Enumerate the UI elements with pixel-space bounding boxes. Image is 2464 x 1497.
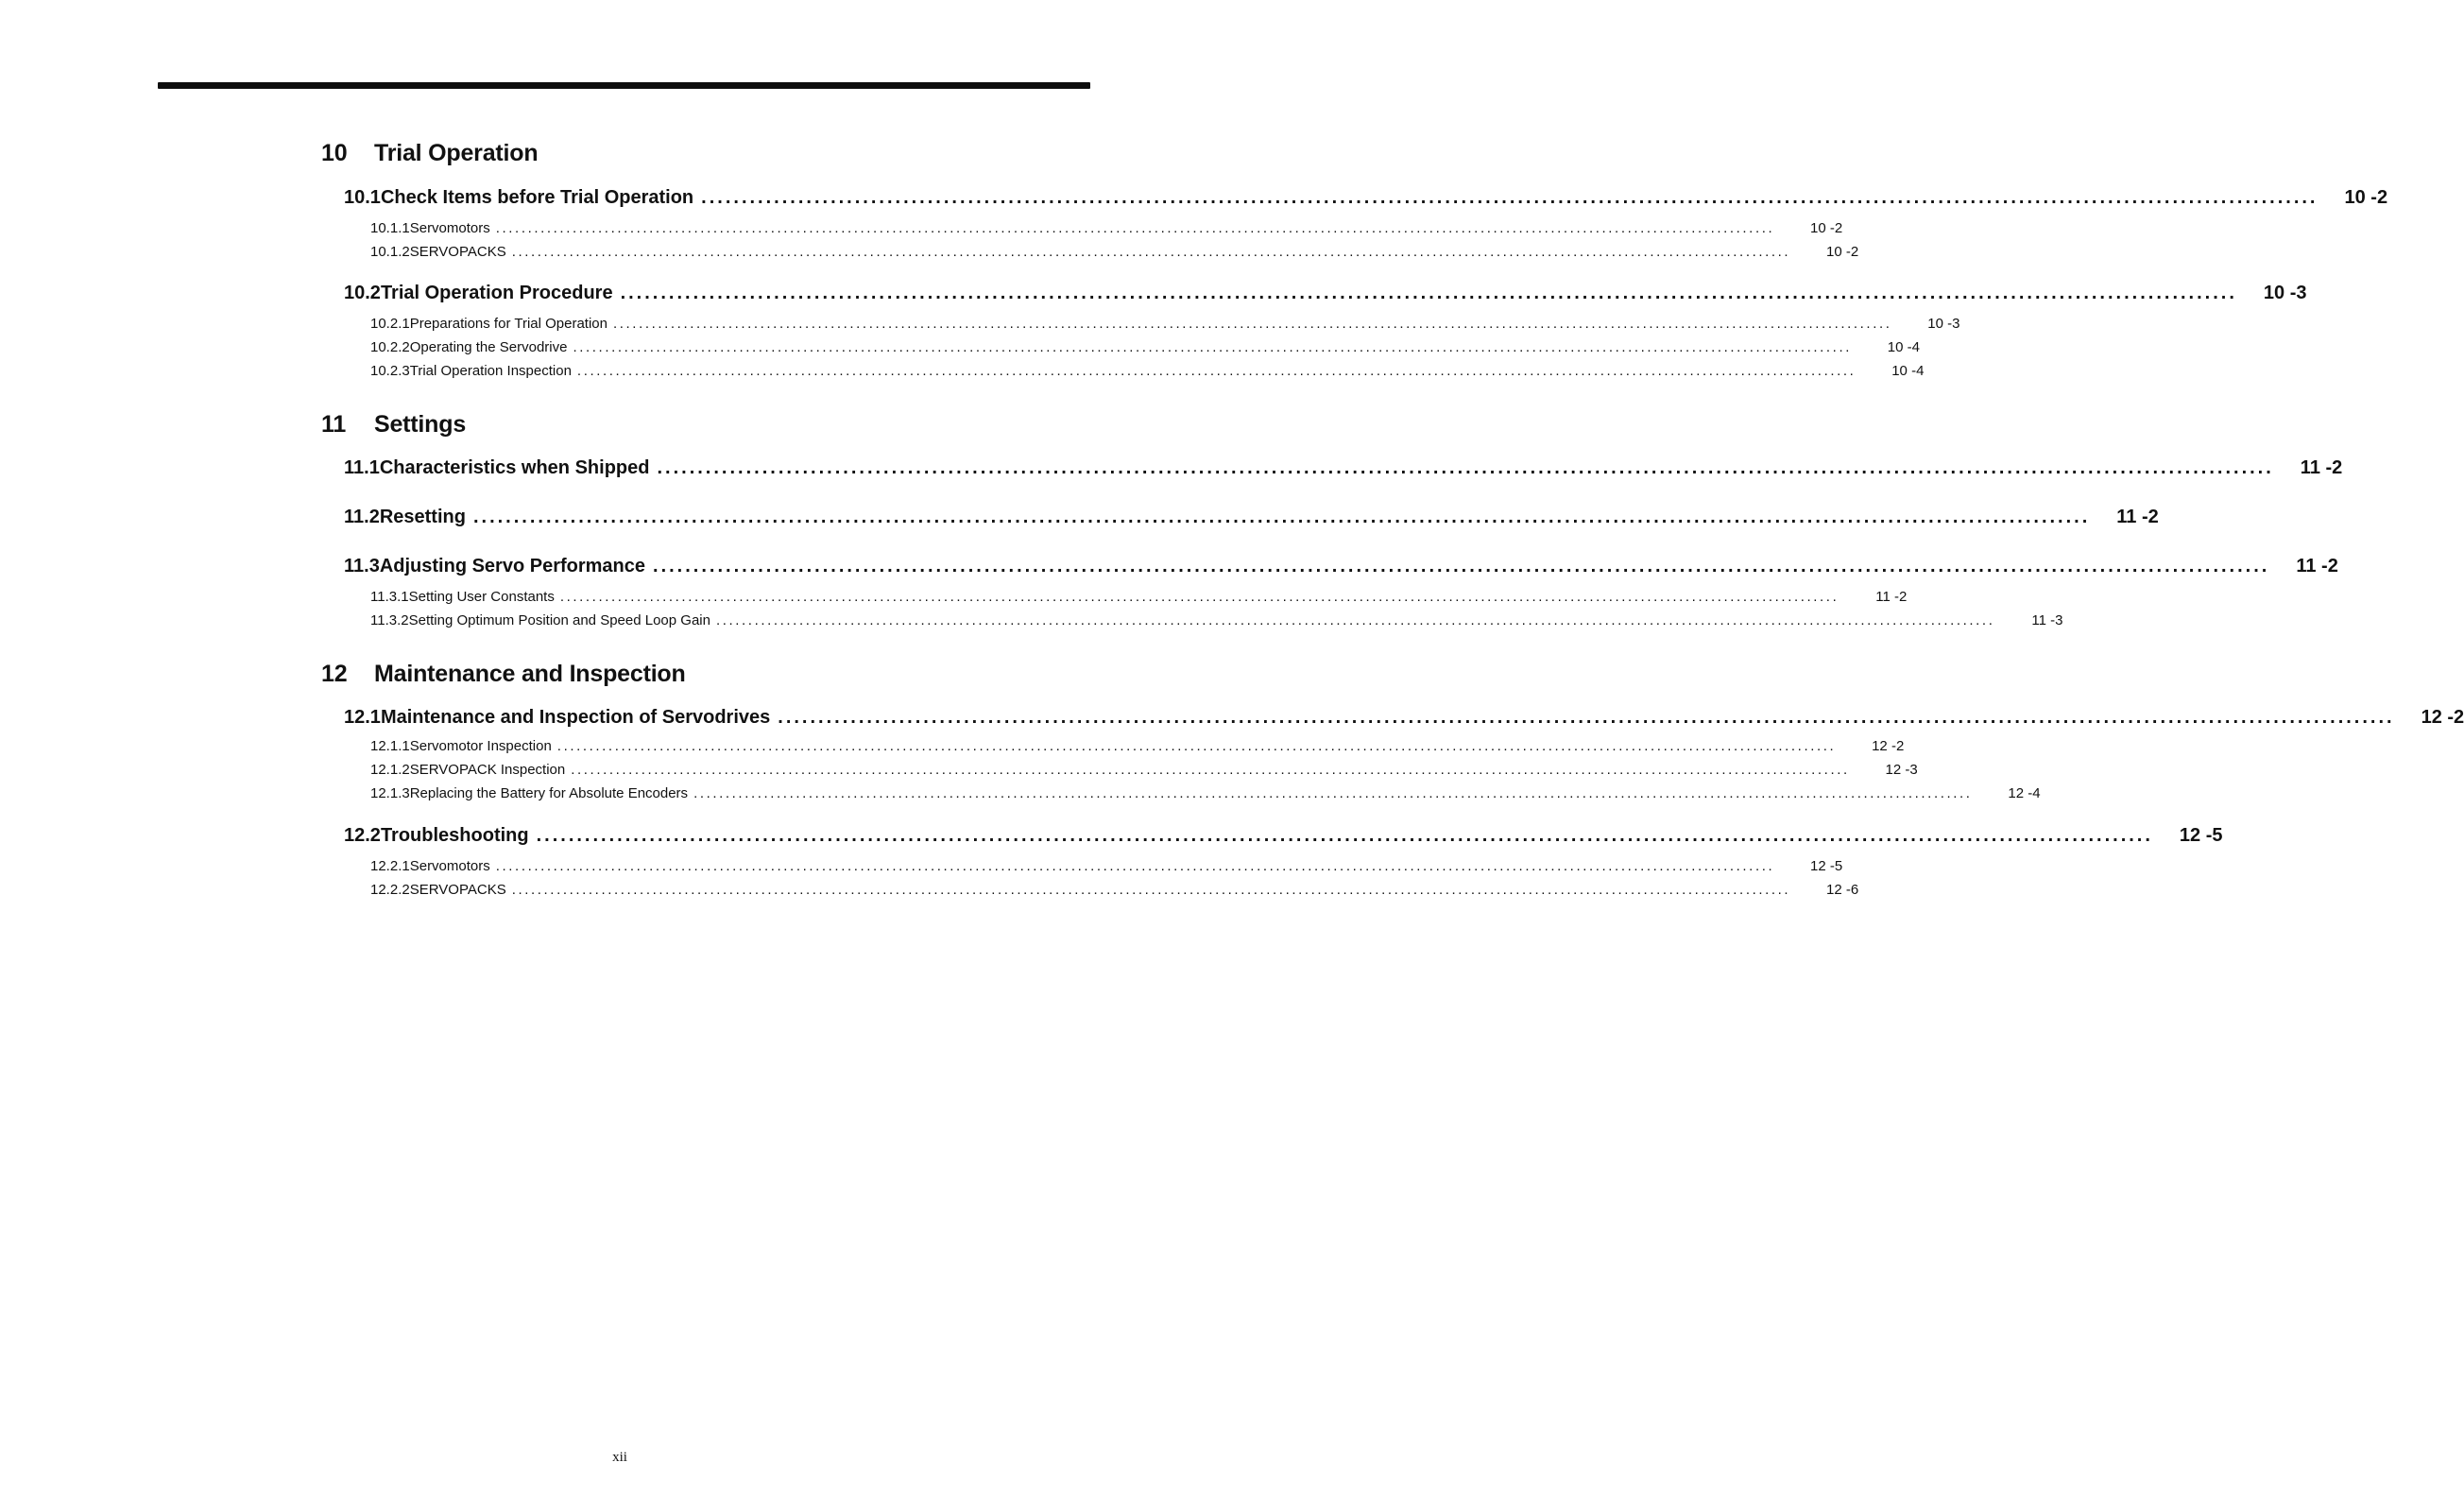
page-number: 10 -2 — [2344, 187, 2388, 208]
subsection-title: Trial Operation Inspection — [409, 363, 572, 379]
section-number: 11.1 — [344, 457, 380, 478]
page-number: 10 -4 — [1887, 339, 1920, 355]
section-number: 12.1 — [344, 707, 381, 728]
section-title: Troubleshooting — [380, 825, 529, 846]
page-number: 10 -2 — [1810, 220, 1843, 236]
toc-subsection-entry[interactable] — [370, 220, 1843, 239]
page-number: 11 -2 — [1875, 589, 1908, 605]
subsection-title: SERVOPACKS — [409, 244, 506, 260]
dot-leader: ........................................................................................................................................................................................................ — [613, 316, 1892, 332]
page-number: 12 -3 — [1885, 762, 1918, 778]
subsection-title: Setting User Constants — [408, 589, 555, 605]
dot-leader: ........................................................................................................................................................................................................ — [511, 882, 1791, 898]
toc-section-entry[interactable] — [344, 187, 2388, 212]
top-rule — [158, 82, 1090, 89]
toc-subsection-entry[interactable] — [370, 858, 1843, 877]
subsection-number: 12.1.1 — [370, 738, 410, 754]
toc-subsection-entry[interactable] — [370, 589, 1908, 608]
subsection-title: SERVOPACK Inspection — [409, 762, 566, 778]
page-number: 10 -2 — [1826, 244, 1859, 260]
section-title: Check Items before Trial Operation — [380, 187, 694, 208]
toc-subsection-entry[interactable] — [370, 339, 1920, 358]
toc-subsection-entry[interactable] — [370, 244, 1859, 263]
page-number: 12 -6 — [1826, 882, 1859, 898]
chapter-title: Settings — [374, 410, 467, 438]
dot-leader: ........................................................................................................................................................................................................ — [701, 187, 2319, 208]
dot-leader: ........................................................................................................................................................................................................ — [657, 457, 2274, 478]
page-number: 12 -5 — [2179, 825, 2223, 846]
section-number: 10.2 — [344, 283, 381, 303]
section-number: 11.3 — [344, 556, 380, 576]
subsection-title: Replacing the Battery for Absolute Encoders — [409, 785, 689, 801]
toc-subsection-entry[interactable] — [370, 882, 1859, 901]
page-number: 12 -2 — [1872, 738, 1905, 754]
subsection-title: Operating the Servodrive — [409, 339, 568, 355]
section-title: Resetting — [379, 507, 466, 527]
toc-subsection-entry[interactable] — [370, 738, 1905, 757]
subsection-number: 12.1.2 — [370, 762, 410, 778]
dot-leader: ........................................................................................................................................................................................................ — [715, 612, 1995, 628]
toc-subsection-entry[interactable] — [370, 762, 1918, 781]
toc-section-entry[interactable] — [344, 283, 2307, 307]
dot-leader: ........................................................................................................................................................................................................ — [495, 858, 1775, 874]
dot-leader: ........................................................................................................................................................................................................ — [653, 556, 2270, 576]
section-title: Adjusting Servo Performance — [379, 556, 646, 576]
page-number: 10 -3 — [2263, 283, 2307, 303]
subsection-number: 10.2.3 — [370, 363, 410, 379]
page-number: 10 -4 — [1891, 363, 1925, 379]
section-number: 12.2 — [344, 825, 381, 846]
page-number: 12 -5 — [1810, 858, 1843, 874]
page-number: 11 -2 — [2296, 556, 2338, 576]
subsection-number: 10.1.1 — [370, 220, 410, 236]
section-number: 10.1 — [344, 187, 381, 208]
dot-leader: ........................................................................................................................................................................................................ — [495, 220, 1775, 236]
chapter-title: Trial Operation — [374, 139, 539, 166]
page-number: 11 -2 — [2300, 457, 2343, 478]
dot-leader: ........................................................................................................................................................................................................ — [693, 785, 1973, 801]
chapter-title: Maintenance and Inspection — [374, 660, 686, 687]
toc-section-entry[interactable] — [344, 825, 2223, 850]
chapter-number: 10 — [321, 139, 348, 166]
dot-leader: ........................................................................................................................................................................................................ — [778, 707, 2395, 728]
dot-leader: ........................................................................................................................................................................................................ — [511, 244, 1791, 260]
subsection-number: 11.3.1 — [370, 589, 409, 605]
dot-leader: ........................................................................................................................................................................................................ — [620, 283, 2237, 303]
toc-section-entry[interactable] — [344, 707, 2464, 731]
page-number: 12 -2 — [2421, 707, 2464, 728]
section-title: Characteristics when Shipped — [379, 457, 650, 478]
chapter-heading — [321, 138, 1068, 168]
toc-subsection-entry[interactable] — [370, 316, 1960, 335]
dot-leader: ........................................................................................................................................................................................................ — [576, 363, 1857, 379]
section-title: Trial Operation Procedure — [380, 283, 613, 303]
subsection-number: 12.2.1 — [370, 858, 410, 874]
dot-leader: ........................................................................................................................................................................................................ — [536, 825, 2153, 846]
toc-section-entry[interactable] — [344, 457, 2343, 482]
dot-leader: ........................................................................................................................................................................................................ — [556, 738, 1837, 754]
subsection-title: Preparations for Trial Operation — [409, 316, 607, 332]
dot-leader: ........................................................................................................................................................................................................ — [472, 507, 2091, 527]
toc-subsection-entry[interactable] — [370, 612, 2063, 631]
subsection-number: 12.2.2 — [370, 882, 410, 898]
subsection-number: 10.1.2 — [370, 244, 410, 260]
subsection-number: 10.2.1 — [370, 316, 410, 332]
subsection-number: 10.2.2 — [370, 339, 410, 355]
dot-leader: ........................................................................................................................................................................................................ — [573, 339, 1852, 355]
page-folio: xii — [612, 1450, 627, 1465]
subsection-title: Servomotors — [409, 858, 490, 874]
page-number: 11 -3 — [2031, 612, 2063, 628]
section-title: Maintenance and Inspection of Servodrives — [380, 707, 771, 728]
page-number: 12 -4 — [2008, 785, 2041, 801]
subsection-title: Setting Optimum Position and Speed Loop Gain — [408, 612, 710, 628]
subsection-number: 11.3.2 — [370, 612, 409, 628]
chapter-heading — [321, 409, 1068, 439]
chapter-number: 12 — [321, 660, 348, 687]
dot-leader: ........................................................................................................................................................................................................ — [571, 762, 1850, 778]
toc-section-entry[interactable] — [344, 507, 2159, 531]
subsection-title: Servomotors — [409, 220, 490, 236]
page-number: 10 -3 — [1927, 316, 1960, 332]
toc-subsection-entry[interactable] — [370, 363, 1925, 382]
toc-subsection-entry[interactable] — [370, 785, 2041, 804]
chapter-heading — [321, 659, 1068, 689]
page-number: 11 -2 — [2116, 507, 2159, 527]
chapter-number: 11 — [321, 410, 347, 438]
toc-section-entry[interactable] — [344, 556, 2338, 580]
section-number: 11.2 — [344, 507, 380, 527]
subsection-title: SERVOPACKS — [409, 882, 506, 898]
subsection-title: Servomotor Inspection — [409, 738, 552, 754]
dot-leader: ........................................................................................................................................................................................................ — [559, 589, 1839, 605]
subsection-number: 12.1.3 — [370, 785, 410, 801]
